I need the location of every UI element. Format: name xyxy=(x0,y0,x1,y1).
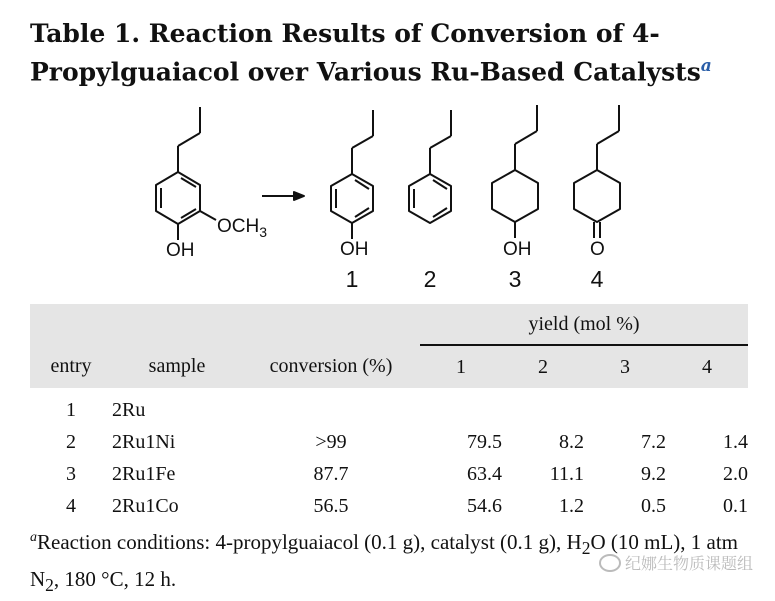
title-footnote-marker: a xyxy=(700,56,712,76)
title-line-2: Propylguaiacol over Various Ru-Based Catalysts xyxy=(30,57,701,87)
cell-sample: 2Ru1Ni xyxy=(112,430,176,453)
reactant-structure xyxy=(156,107,216,240)
table-row xyxy=(30,426,748,458)
footnote-text-3: , 180 °C, 12 h. xyxy=(53,567,177,592)
cell-yield-4: 0.1 xyxy=(723,494,748,517)
cell-yield-3: 9.2 xyxy=(641,462,666,485)
cell-yield-2: 11.1 xyxy=(549,462,584,485)
reactant-oh-label: OH xyxy=(166,240,195,261)
table-title xyxy=(30,18,750,88)
cell-conversion: 56.5 xyxy=(313,494,349,517)
cell-conversion: 87.7 xyxy=(313,462,349,485)
product-1-structure xyxy=(331,110,373,239)
product-4-o-label: O xyxy=(590,239,605,260)
title-line-1: Table 1. Reaction Results of Conversion of 4- xyxy=(30,19,660,48)
cell-yield-2: 8.2 xyxy=(559,430,584,453)
col-header-sample: sample xyxy=(112,345,242,388)
col-header-conversion: conversion (%) xyxy=(242,345,420,388)
cell-yield-1: 79.5 xyxy=(467,430,502,453)
footnote-text-1: Reaction conditions: 4-propylguaiacol (0.1 g), catalyst (0.1 g), H xyxy=(37,530,582,554)
footnote-sub-2: 2 xyxy=(45,575,54,596)
yield-header: yield (mol %) xyxy=(420,304,748,345)
cell-entry: 3 xyxy=(66,462,76,485)
cell-yield-1: 54.6 xyxy=(467,494,502,517)
reaction-arrow xyxy=(262,192,304,200)
table-row xyxy=(30,490,748,522)
product-3-structure xyxy=(492,105,538,238)
col-header-yield-1: 1 xyxy=(420,345,502,388)
table-row xyxy=(30,388,748,426)
wechat-icon xyxy=(599,554,621,572)
cell-yield-4: 2.0 xyxy=(723,462,748,485)
results-table xyxy=(30,304,748,522)
header-row-1 xyxy=(30,304,748,345)
reactant-och3-label: $OCH_3$ xyxy=(217,216,268,240)
cell-yield-1 xyxy=(420,388,502,426)
cell-entry: 4 xyxy=(66,494,76,517)
col-header-yield-3: 3 xyxy=(584,345,666,388)
cell-conversion: >99 xyxy=(315,430,347,453)
col-header-yield-4: 4 xyxy=(666,345,748,388)
cell-yield-2 xyxy=(502,388,584,426)
compound-label-2: 2 xyxy=(423,266,437,292)
product-3-oh-label: OH xyxy=(503,239,532,260)
cell-entry: 1 xyxy=(66,398,76,421)
compound-label-4: 4 xyxy=(590,266,604,292)
compound-label-3: 3 xyxy=(508,266,522,292)
footnote-sub-1: 2 xyxy=(581,538,591,559)
cell-yield-3: 0.5 xyxy=(641,494,666,517)
col-header-entry: entry xyxy=(30,345,112,388)
product-2-structure xyxy=(409,110,451,223)
cell-sample: 2Ru xyxy=(112,398,146,421)
header-row-2 xyxy=(30,345,748,388)
cell-yield-3: 7.2 xyxy=(641,430,666,453)
cell-entry: 2 xyxy=(66,430,76,453)
table-row xyxy=(30,458,748,490)
cell-sample: 2Ru1Co xyxy=(112,494,179,517)
cell-yield-3 xyxy=(584,388,666,426)
product-1-oh-label: OH xyxy=(340,239,369,260)
compound-label-1: 1 xyxy=(345,266,359,292)
cell-yield-4: 1.4 xyxy=(723,430,748,453)
cell-conversion xyxy=(242,388,420,426)
cell-sample: 2Ru1Fe xyxy=(112,462,176,485)
footnote-marker: a xyxy=(30,530,37,545)
cell-yield-4 xyxy=(666,388,748,426)
cell-yield-1: 63.4 xyxy=(467,462,502,485)
watermark xyxy=(599,551,753,574)
footnote-text-2: O (10 mL), 1 atm N xyxy=(30,530,739,592)
product-4-structure xyxy=(574,105,620,238)
reaction-scheme xyxy=(0,94,775,299)
cell-yield-2: 1.2 xyxy=(559,494,584,517)
col-header-yield-2: 2 xyxy=(502,345,584,388)
watermark-text: 纪娜生物质课题组 xyxy=(624,554,753,573)
